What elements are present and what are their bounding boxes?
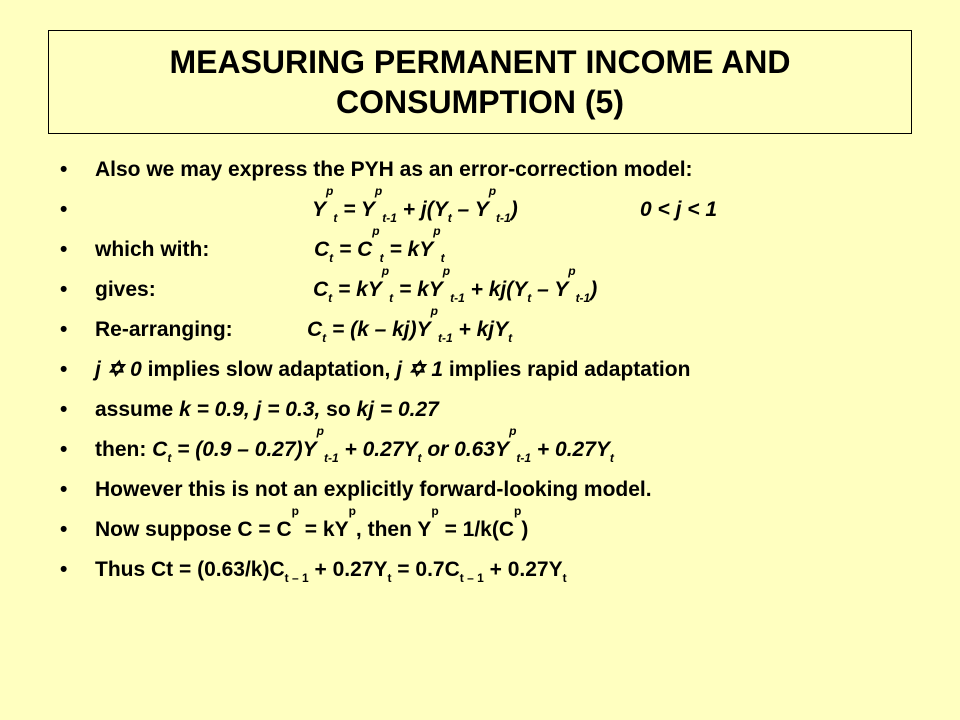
- bullet-item: [60, 304, 940, 350]
- bullet-item: [60, 550, 940, 590]
- bullet-item: [60, 390, 940, 430]
- bullet-item: [60, 504, 940, 550]
- bullet-dot: •: [60, 438, 68, 461]
- bullet-text-assume: assume k = 0.9, j = 0.3, so kj = 0.27: [95, 398, 439, 421]
- bullet-dot: •: [60, 398, 68, 421]
- bullet-label: gives:: [95, 278, 156, 301]
- bullet-item: [60, 264, 940, 310]
- bullet-dot: •: [60, 318, 68, 341]
- bullet-text-thus: Thus $Ct = (0.63/k)C_{t - 1} + 0.27Y_t = 0.7C_{t - 1} + 0.27Y_t$: [95, 558, 567, 585]
- arrow-symbol-icon: ✡: [407, 358, 426, 381]
- bullet-text-then: then: $C_t = (0.9 - 0.27)Y^p_{t-1} + 0.27Y_t$ or $0.63Y^p_{t-1} + 0.27Y_t$: [95, 424, 614, 465]
- bullet-text-suppose: Now suppose $C = C^p = kY^p$, then $Y^p = 1/k(C^p)$: [95, 504, 529, 541]
- bullet-dot: •: [60, 478, 68, 501]
- equation-rearranging: $C_t = (k - kj)Y^p_{t-1} + kjY_t$: [307, 304, 513, 345]
- bullet-item: [60, 184, 940, 230]
- equation-consumption: $C_t = C^p_t = kY^p_t$: [314, 224, 445, 265]
- bullet-text: However this is not an explicitly forward-looking model.: [95, 478, 652, 501]
- bullet-dot: •: [60, 278, 68, 301]
- bullet-item: [60, 424, 940, 470]
- bullet-dot: •: [60, 158, 68, 181]
- title-line-1: MEASURING PERMANENT INCOME AND: [169, 44, 791, 80]
- arrow-symbol-icon: ✡: [106, 358, 125, 381]
- bullet-item: [60, 150, 940, 190]
- bullet-list: [60, 150, 940, 590]
- title-line-2: CONSUMPTION (5): [336, 84, 624, 120]
- slide-title: [48, 30, 912, 134]
- bullet-dot: •: [60, 558, 68, 581]
- bullet-label: Re-arranging:: [95, 318, 233, 341]
- bullet-dot: •: [60, 198, 68, 221]
- bullet-dot: •: [60, 238, 68, 261]
- bullet-item: [60, 350, 940, 390]
- equation-gives: $C_t = kY^p_t = kY^p_{t-1} + kj(Y_t - Y^p_{t-1})$: [313, 264, 598, 305]
- bullet-item: [60, 224, 940, 270]
- bullet-dot: •: [60, 518, 68, 541]
- equation-condition: 0 < j < 1: [640, 198, 718, 221]
- bullet-text: Also we may express the PYH as an error-correction model:: [95, 158, 693, 181]
- equation-error-correction: $Y^p_t = Y^p_{t-1} + j(Y_t - Y^p_{t-1})$: [312, 184, 518, 225]
- bullet-dot: •: [60, 358, 68, 381]
- bullet-item: [60, 470, 940, 510]
- bullet-text-adaptation: j ✡ 0 implies slow adaptation, j ✡ 1 implies rapid adaptation: [95, 358, 691, 381]
- bullet-label: which with:: [95, 238, 210, 261]
